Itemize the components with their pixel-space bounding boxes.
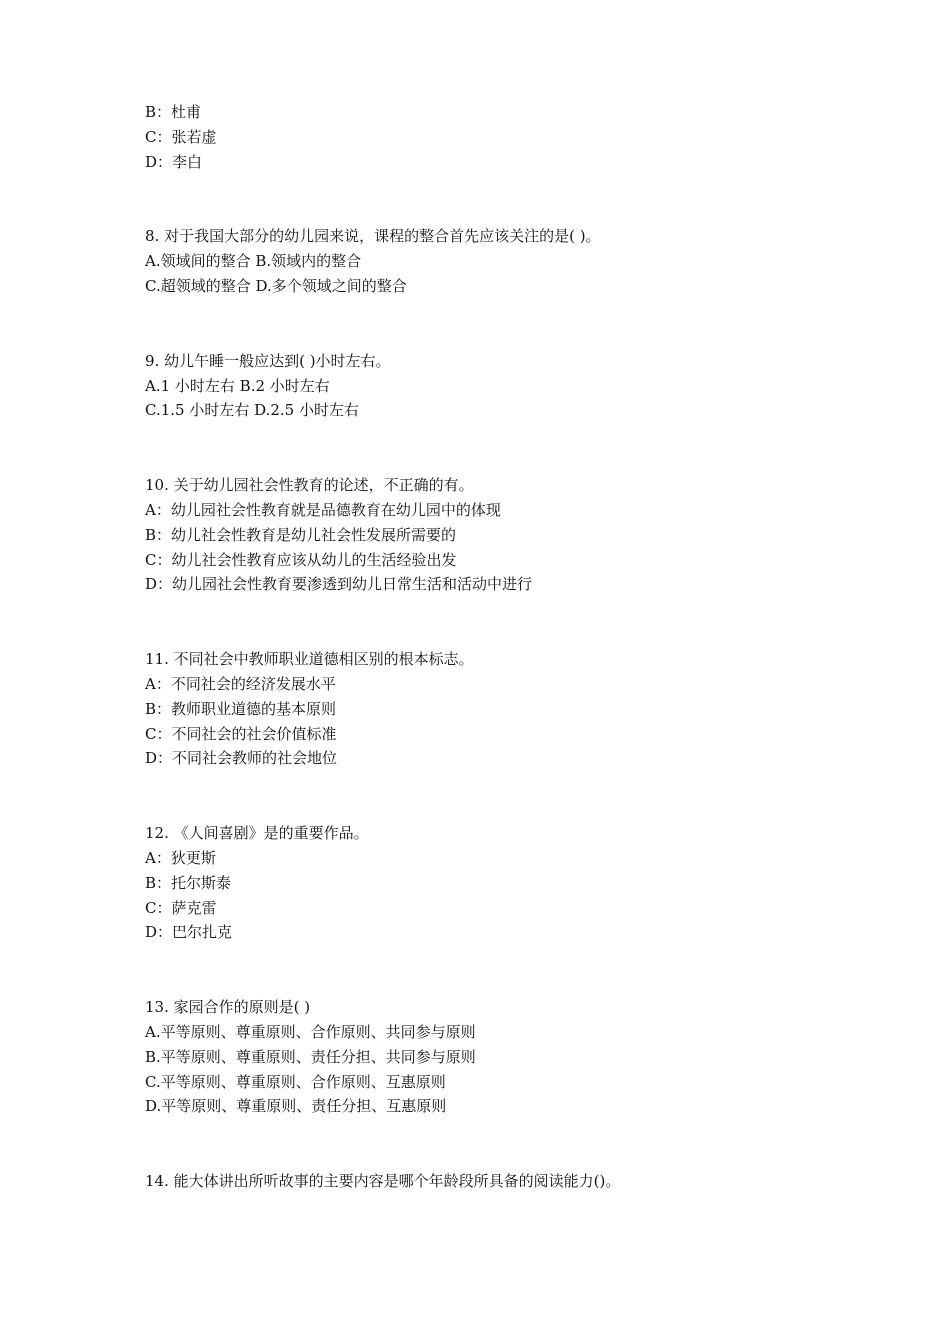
option-line: B：托尔斯泰 (145, 873, 232, 892)
option-line: B：教师职业道德的基本原则 (145, 699, 337, 718)
option-line: B：杜甫 (145, 103, 202, 121)
option-line: D：不同社会教师的社会地位 (145, 749, 338, 768)
question-stem: 9. 幼儿午睡一般应达到( )小时左右。 (145, 351, 391, 370)
question-stem: 12. 《人间喜剧》是的重要作品。 (145, 824, 369, 843)
question-14 (145, 1169, 845, 1194)
option-line: C：不同社会的社会价值标准 (145, 724, 337, 743)
option-line: C.1.5 小时左右 D.2.5 小时左右 (145, 401, 359, 420)
question-stem: 10. 关于幼儿园社会性教育的论述，不正确的有。 (145, 476, 474, 495)
question-stem: 14. 能大体讲出所听故事的主要内容是哪个年龄段所具备的阅读能力()。 (145, 1172, 621, 1191)
option-line: B：幼儿社会性教育是幼儿社会性发展所需要的 (145, 525, 457, 544)
option-line: C：萨克雷 (145, 898, 217, 917)
question-10 (145, 473, 845, 597)
option-line: C：幼儿社会性教育应该从幼儿的生活经验出发 (145, 550, 457, 569)
question-12 (145, 821, 845, 945)
option-line: D：巴尔扎克 (145, 923, 233, 942)
question-9 (145, 349, 845, 423)
question-13 (145, 995, 845, 1119)
option-line: D.平等原则、尊重原则、责任分担、互惠原则 (145, 1097, 447, 1116)
question-7-tail (145, 100, 845, 174)
option-line: A.领域间的整合 B.领域内的整合 (145, 252, 362, 271)
document-page (145, 100, 845, 1194)
option-line: C.超领域的整合 D.多个领域之间的整合 (145, 276, 407, 295)
option-line: B.平等原则、尊重原则、责任分担、共同参与原则 (145, 1047, 476, 1066)
question-stem: 8. 对于我国大部分的幼儿园来说，课程的整合首先应该关注的是( )。 (145, 227, 601, 246)
option-line: C.平等原则、尊重原则、合作原则、互惠原则 (145, 1072, 446, 1091)
option-line: A.1 小时左右 B.2 小时左右 (145, 376, 330, 395)
option-line: C：张若虚 (145, 127, 217, 146)
question-8 (145, 224, 845, 298)
option-line: A：狄更斯 (145, 848, 216, 867)
option-line: D：李白 (145, 152, 203, 171)
question-stem: 11. 不同社会中教师职业道德相区别的根本标志。 (145, 650, 474, 669)
option-line: A.平等原则、尊重原则、合作原则、共同参与原则 (145, 1022, 476, 1041)
option-line: D：幼儿园社会性教育要渗透到幼儿日常生活和活动中进行 (145, 575, 533, 594)
option-line: A：不同社会的经济发展水平 (145, 674, 336, 693)
option-line: A：幼儿园社会性教育就是品德教育在幼儿园中的体现 (145, 500, 501, 519)
question-11 (145, 647, 845, 771)
question-stem: 13. 家园合作的原则是( ) (145, 998, 311, 1017)
